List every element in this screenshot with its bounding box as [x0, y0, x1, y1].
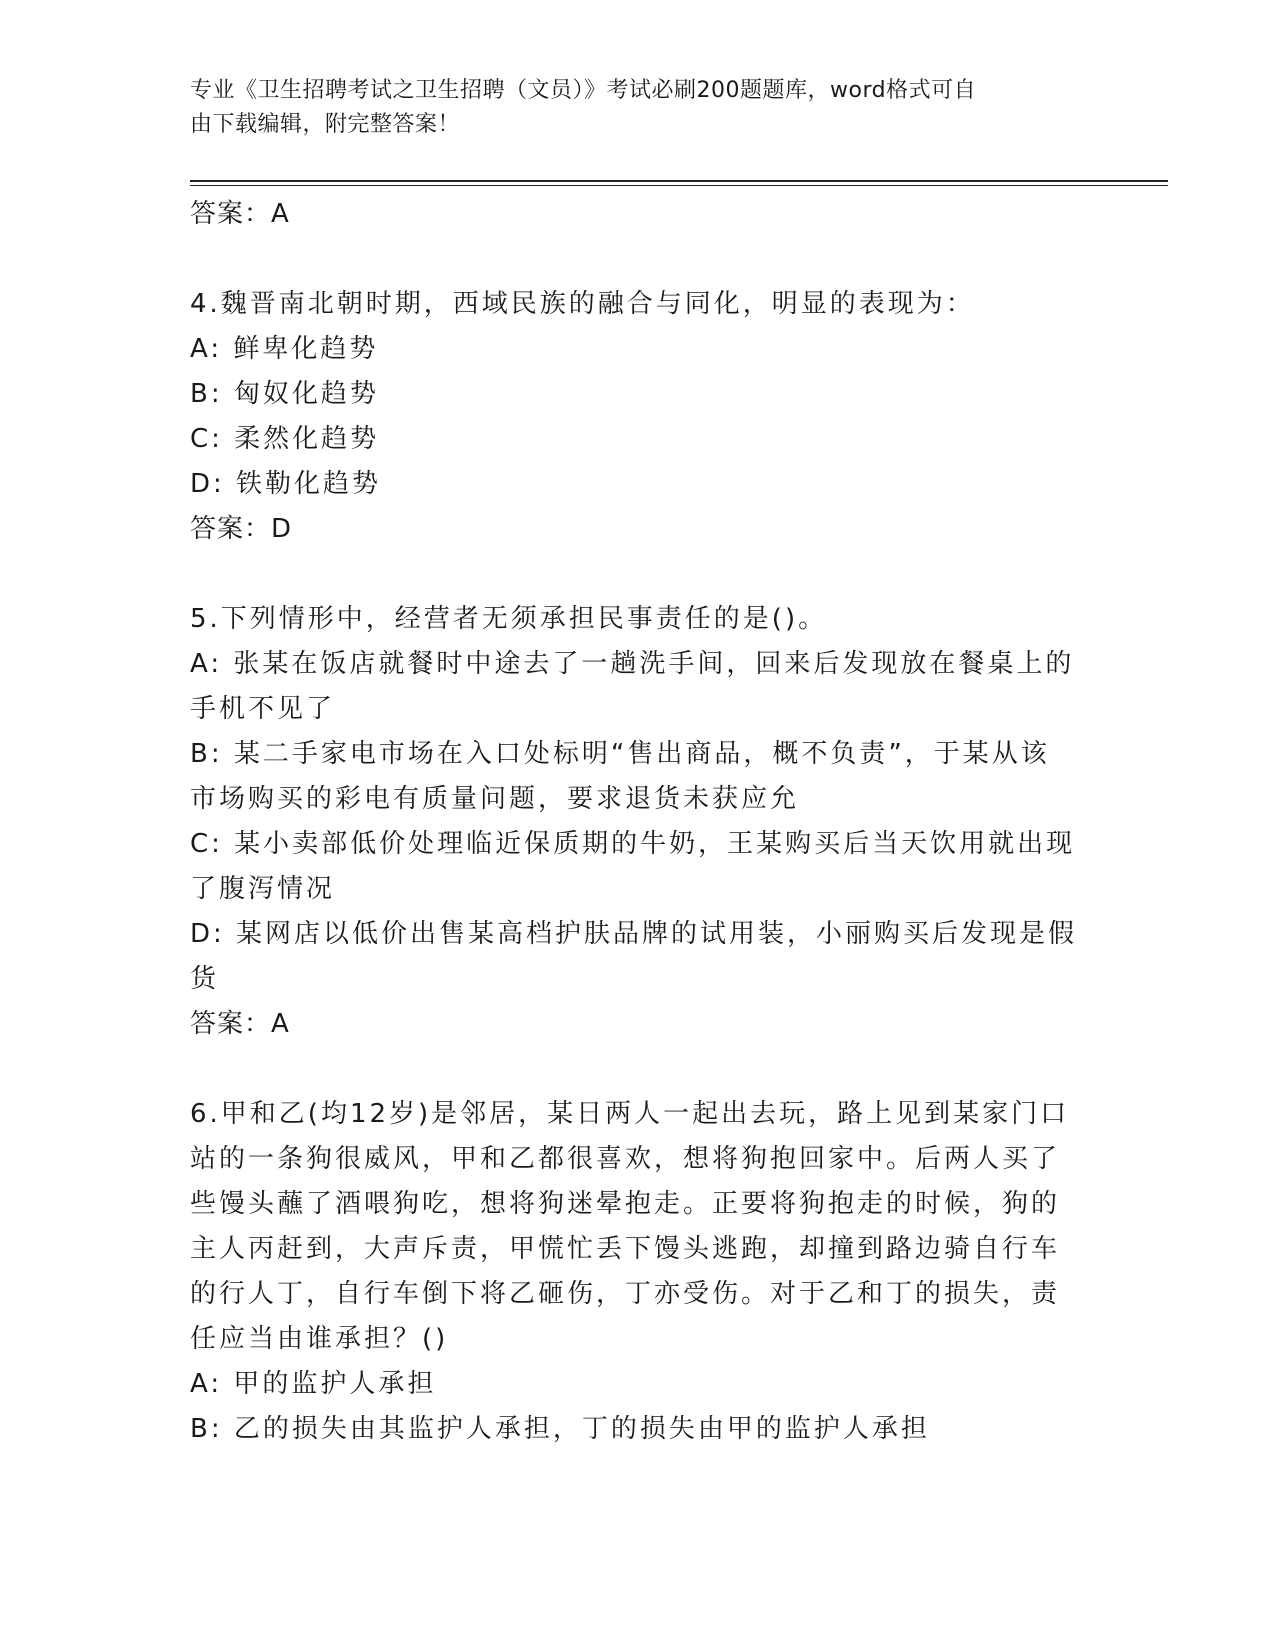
question-stem: 4.魏晋南北朝时期，西域民族的融合与同化，明显的表现为：	[190, 289, 975, 319]
option-c-cont: 了腹泻情况	[190, 874, 336, 904]
option-d: D: 铁勒化趋势	[190, 469, 382, 499]
answer: 答案：A	[190, 1009, 290, 1039]
option-a: A: 甲的监护人承担	[190, 1369, 437, 1399]
option-a-cont: 手机不见了	[190, 694, 336, 724]
question-list	[190, 192, 1090, 1452]
option-d-cont: 货	[190, 964, 220, 994]
header-divider	[190, 180, 1168, 182]
option-a: A: 张某在饭店就餐时中途去了一趟洗手间，回来后发现放在餐桌上的	[190, 649, 1075, 679]
option-b: B: 乙的损失由其监护人承担，丁的损失由甲的监护人承担	[190, 1414, 930, 1444]
question-6	[190, 1092, 1090, 1452]
option-b: B: 某二手家电市场在入口处标明“售出商品，概不负责”，于某从该	[190, 739, 1050, 769]
option-b-cont: 市场购买的彩电有质量问题，要求退货未获应允	[190, 784, 800, 814]
question-stem-line: 的行人丁，自行车倒下将乙砸伤，丁亦受伤。对于乙和丁的损失，责	[190, 1279, 1061, 1309]
option-b: B: 匈奴化趋势	[190, 379, 379, 409]
answer: 答案：D	[190, 514, 293, 544]
question-stem: 5.下列情形中，经营者无须承担民事责任的是()。	[190, 604, 828, 634]
header-line: 专业《卫生招聘考试之卫生招聘（文员）》考试必刷200题题库，word格式可自	[190, 78, 977, 103]
header-divider-thin	[190, 185, 1168, 186]
document-header	[190, 74, 1090, 142]
question-stem-line: 站的一条狗很威风，甲和乙都很喜欢，想将狗抱回家中。后两人买了	[190, 1144, 1061, 1174]
previous-answer: 答案：A	[190, 199, 290, 229]
question-stem-line: 任应当由谁承担？()	[190, 1324, 449, 1354]
option-c: C: 某小卖部低价处理临近保质期的牛奶，王某购买后当天饮用就出现	[190, 829, 1076, 859]
option-d: D: 某网店以低价出售某高档护肤品牌的试用装，小丽购买后发现是假	[190, 919, 1078, 949]
question-stem-line: 6.甲和乙(均12岁)是邻居，某日两人一起出去玩，路上见到某家门口	[190, 1099, 1070, 1129]
question-4	[190, 282, 1090, 552]
option-c: C: 柔然化趋势	[190, 424, 380, 454]
question-5	[190, 597, 1090, 1047]
question-stem-line: 些馒头蘸了酒喂狗吃，想将狗迷晕抱走。正要将狗抱走的时候，狗的	[190, 1189, 1061, 1219]
question-stem-line: 主人丙赶到，大声斥责，甲慌忙丢下馒头逃跑，却撞到路边骑自行车	[190, 1234, 1061, 1264]
header-line: 由下载编辑，附完整答案！	[190, 112, 461, 137]
option-a: A: 鲜卑化趋势	[190, 334, 379, 364]
